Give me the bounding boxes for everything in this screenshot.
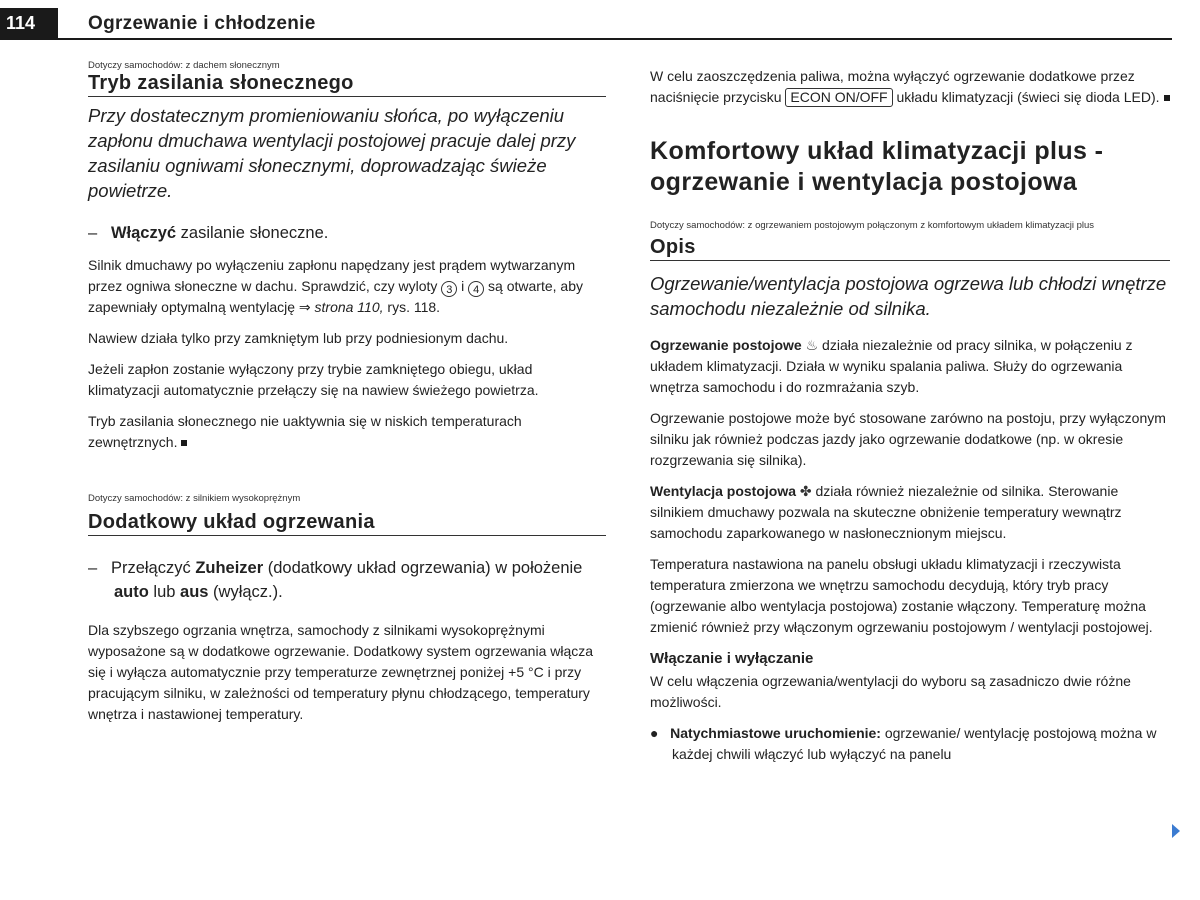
action-verb: Włączyć [110, 224, 177, 242]
text: Tryb zasilania słonecznego nie uaktywnia się w niskich temperaturach zewnętrznych. [88, 413, 522, 450]
right-column [650, 66, 1170, 765]
term: Wentylacja postojowa [650, 483, 796, 499]
intro-text: Przy dostatecznym promieniowaniu słońca, po wyłączeniu zapłonu dmuchawa wentylacji postojowej pracuje dalej przy zasilaniu ogniwami słonecznymi, doprowadzając świeże powietrze. [88, 105, 576, 201]
chapter-title: Komfortowy układ klimatyzacji plus - ogrzewanie i wentylacja postojowa [650, 137, 1104, 196]
text: działa niezależnie od pracy silnika, w połączeniu z układem klimatyzacji. Działa w wyniku spalania paliwa. Służy do ogrzewania wnętrza samochodu i do rozmrażania szyb. [650, 337, 1133, 395]
paragraph: W celu włączenia ogrzewania/wentylacji do wyboru są zasadniczo dwie różne możliwości. [650, 673, 1131, 710]
action-step [88, 556, 606, 604]
position-off: aus [180, 583, 209, 601]
action-step [88, 221, 606, 245]
section-title: Tryb zasilania słonecznego [88, 72, 606, 97]
list-item [650, 723, 1170, 765]
text: W celu zaoszczędzenia paliwa, można wyłączyć ogrzewanie dodatkowe przez naciśnięcie przycisku [650, 68, 1135, 105]
text: układu klimatyzacji (świeci się dioda LED). [892, 89, 1160, 105]
subsection-title: Włączanie i wyłączanie [650, 650, 814, 667]
running-title: Ogrzewanie i chłodzenie [88, 13, 316, 34]
bullet-icon: ● [650, 725, 659, 741]
fan-icon: ✤ [799, 483, 812, 499]
text: rys. 118. [383, 299, 441, 315]
paragraph [88, 411, 606, 453]
text: Przełączyć [110, 559, 196, 577]
page-reference-link[interactable]: ⇒ strona 110, [298, 299, 384, 315]
paragraph [650, 481, 1170, 544]
end-mark-icon [181, 440, 187, 446]
text: są otwarte, aby zapewniały optymalną wentylację [88, 278, 583, 315]
text: i [457, 278, 469, 294]
paragraph: Dla szybszego ogrzania wnętrza, samochody z silnikami wysokoprężnymi wyposażone są w dodatkowe ogrzewanie. Dodatkowy system ogrzewania włącza się i wyłącza automatycznie przy temperaturze zewnętrznej poniżej +5 °C i przy pracującym silniku, w zależności od temperatury płynu chłodzącego, temperatury wnętrza i nastawionej temperatury. [88, 622, 594, 722]
dash: – [88, 224, 98, 242]
intro-text: Ogrzewanie/wentylacja postojowa ogrzewa lub chłodzi wnętrze samochodu niezależnie od silnika. [650, 273, 1167, 319]
applies-note: Dotyczy samochodów: z ogrzewaniem postojowym połączonym z komfortowym układem klimatyzacji plus [650, 220, 1095, 231]
text: ogrzewanie/ wentylację postojową można w każdej chwili włączyć lub wyłączyć na panelu [672, 725, 1157, 762]
switch-name: Zuheizer [195, 559, 264, 577]
section-title: Opis [650, 236, 1170, 261]
dash: – [88, 559, 98, 577]
position-auto: auto [114, 583, 149, 601]
page-number: 114 [0, 8, 58, 38]
end-mark-icon [1164, 95, 1170, 101]
outlet-4-icon: 4 [468, 281, 484, 297]
section-auxiliary-heating [88, 493, 606, 725]
paragraph [650, 335, 1170, 398]
heater-icon: ♨ [805, 337, 819, 353]
text: Silnik dmuchawy po wyłączeniu zapłonu napędzany jest prądem wytwarzanym przez ogniwa słoneczne w dachu. Sprawdzić, czy wyloty [88, 257, 576, 294]
outlet-3-icon: 3 [441, 281, 457, 297]
term: Natychmiastowe uruchomienie: [670, 725, 881, 741]
paragraph: Ogrzewanie postojowe może być stosowane zarówno na postoju, przy wyłączonym silniku jak również podczas jazdy jako ogrzewanie dodatkowe (np. w okresie rozgrzewania się silnika). [650, 410, 1166, 468]
text: (dodatkowy układ ogrzewania) w położenie [263, 559, 583, 577]
page-header [0, 8, 1172, 40]
text: lub [148, 583, 181, 601]
left-column [88, 60, 606, 725]
continue-arrow-icon[interactable] [1172, 824, 1180, 838]
paragraph: Temperatura nastawiona na panelu obsługi układu klimatyzacji i rzeczywista temperatura zmierzona we wnętrzu samochodu decydują, który tryb pracy (ogrzewanie albo wentylacja postojowa) zostanie włączony. Temperaturę można zmienić również przy włączonym ogrzewaniu postojowym / wentylacji postojowej. [650, 556, 1153, 635]
paragraph [88, 255, 606, 318]
text: (wyłącz.). [208, 583, 283, 601]
header-rule [0, 38, 1172, 40]
action-rest: zasilanie słoneczne. [176, 224, 329, 242]
section-title: Dodatkowy układ ogrzewania [88, 511, 606, 536]
applies-note: Dotyczy samochodów: z silnikiem wysokoprężnym [88, 493, 301, 504]
paragraph: Jeżeli zapłon zostanie wyłączony przy trybie zamkniętego obiegu, układ klimatyzacji automatycznie przełączy się na nawiew świeżego powietrza. [88, 361, 539, 398]
econ-button-label: ECON ON/OFF [785, 88, 892, 107]
paragraph [650, 66, 1170, 108]
term: Ogrzewanie postojowe [650, 337, 802, 353]
section-solar-mode [88, 60, 606, 453]
paragraph: Nawiew działa tylko przy zamkniętym lub przy podniesionym dachu. [88, 330, 509, 346]
text: działa również niezależnie od silnika. Sterowanie silnikiem dmuchawy pozwala na skuteczne obniżenie temperatury wewnątrz samochodu zaparkowanego w nasłonecznionym miejscu. [650, 483, 1122, 541]
applies-note: Dotyczy samochodów: z dachem słonecznym [88, 60, 280, 71]
